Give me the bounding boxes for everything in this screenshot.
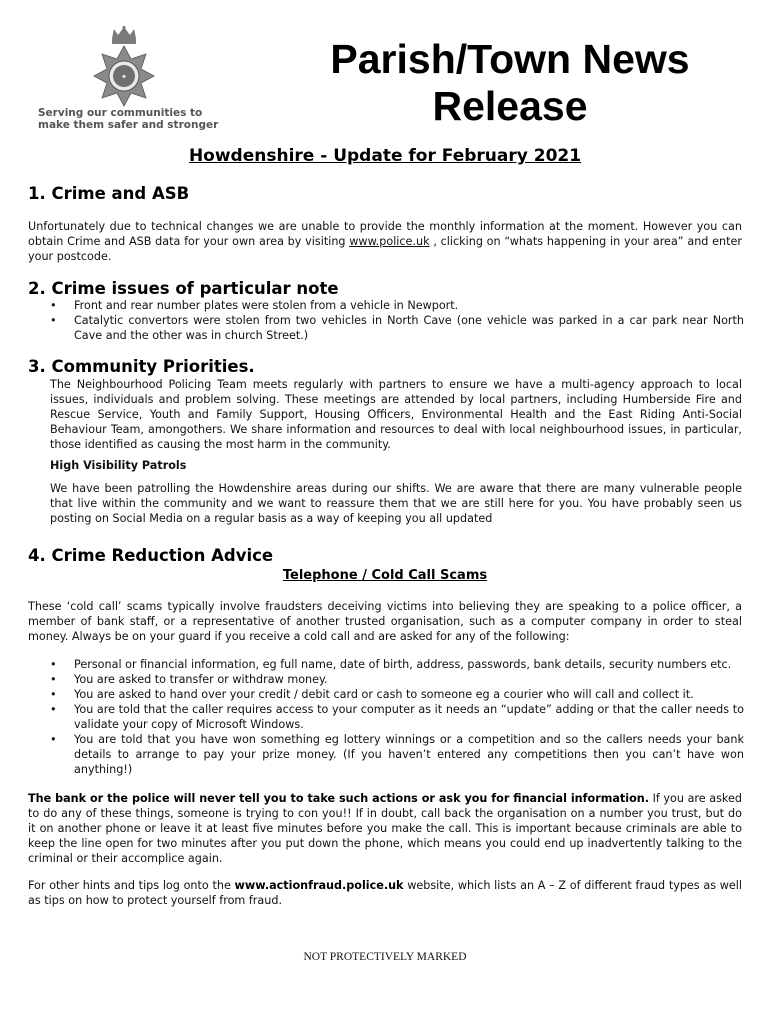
section-2-list — [50, 298, 744, 343]
fraud-warning-text: If you are asked to do any of these things, someone is trying to con you!! If in doubt, call back the organisation on a number you trust, but do it on another phone or leave it at least five minutes before you make the call. This is important because criminals are able to keep the line open for two minutes after you put down the phone, which means you could end up inadvertently talking to the criminal or their accomplice again. — [28, 792, 742, 865]
section-2-heading: 2. Crime issues of particular note — [28, 279, 339, 298]
list-item-text: Front and rear number plates were stolen from a vehicle in Newport. — [74, 299, 459, 312]
section-4-heading: 4. Crime Reduction Advice — [28, 546, 274, 565]
action-fraud-text-b: website, which lists an A – Z of different fraud types as well as tips on how to protect yourself from fraud. — [28, 879, 742, 907]
section-1-text-a: Unfortunately due to technical changes we are unable to provide the monthly information at the moment. However you can obtain Crime and ASB data for your own area by visiting — [28, 220, 742, 248]
bullet-icon: • — [50, 703, 57, 716]
list-item — [50, 732, 744, 777]
slogan-line-1: Serving our communities to — [38, 107, 203, 119]
list-item-text: You are told that you have won something eg lottery winnings or a competition and so the callers needs your bank details to arrange to pay your prize money. (If you haven’t entered any competitions then you can’t have won anything!) — [74, 733, 744, 776]
bullet-icon: • — [50, 733, 57, 746]
action-fraud-link[interactable]: www.actionfraud.police.uk — [234, 879, 404, 892]
cold-call-scams-heading: Telephone / Cold Call Scams — [282, 568, 488, 583]
section-1-paragraph — [28, 219, 742, 264]
section-4-intro: These ‘cold call’ scams typically involve fraudsters deceiving victims into believing they are speaking to a police officer, a member of bank staff, or a representative of another trusted organisation, such as a computer company in order to steal money. Always be on your guard if you receive a cold call and are asked for any of the following: — [28, 600, 742, 643]
police-star-crest-icon — [84, 26, 164, 110]
list-item-text: You are asked to transfer or withdraw money. — [74, 673, 328, 686]
section-3-paragraph: The Neighbourhood Policing Team meets regularly with partners to ensure we have a multi-agency approach to local issues, individuals and problem solving. These meetings are attended by local partners, including Humberside Fire and Rescue Service, Youth and Family Support, Housing Officers, Environmental Health and the East Riding Anti-Social Behaviour Team, amongothers. We share information and resources to deal with local neighbourhood issues, in particular, those identified as causing the most harm in the community. — [50, 378, 742, 451]
list-item-text: You are told that the caller requires access to your computer as it needs an “update” adding or that the caller needs to validate your copy of Microsoft Windows. — [74, 703, 744, 731]
list-item — [50, 298, 744, 313]
list-item-text: Catalytic convertors were stolen from two vehicles in North Cave (one vehicle was parked in a car park near North Cave and the other was in church Street.) — [74, 314, 744, 342]
police-uk-link[interactable]: www.police.uk — [349, 235, 430, 248]
svg-text:✦: ✦ — [121, 73, 127, 81]
fraud-warning-bold: The bank or the police will never tell you to take such actions or ask you for financial information. — [28, 792, 650, 805]
list-item — [50, 313, 744, 343]
slogan — [38, 107, 238, 131]
bullet-icon: • — [50, 314, 57, 327]
title-line-1: Parish/Town News — [330, 36, 690, 82]
section-1-text-b: , clicking on “whats happening in your area” and enter your postcode. — [28, 235, 742, 263]
section-4-list — [50, 657, 744, 777]
list-item — [50, 672, 744, 687]
slogan-line-2: make them safer and stronger — [38, 119, 219, 131]
bullet-icon: • — [50, 673, 57, 686]
page-title — [290, 36, 730, 130]
title-line-2: Release — [432, 83, 588, 129]
action-fraud-text-a: For other hints and tips log onto the — [28, 879, 235, 892]
action-fraud-paragraph — [28, 878, 742, 908]
page-subtitle: Howdenshire - Update for February 2021 — [188, 146, 582, 166]
section-1-heading: 1. Crime and ASB — [28, 184, 190, 203]
list-item-text: Personal or financial information, eg full name, date of birth, address, passwords, bank details, security numbers etc. — [74, 658, 732, 671]
list-item — [50, 687, 744, 702]
section-3-heading: 3. Community Priorities. — [28, 357, 255, 376]
protective-marking: NOT PROTECTIVELY MARKED — [303, 951, 467, 963]
list-item-text: You are asked to hand over your credit / debit card or cash to someone eg a courier who will call and collect it. — [74, 688, 694, 701]
list-item — [50, 657, 744, 672]
bullet-icon: • — [50, 299, 57, 312]
high-visibility-patrols-heading: High Visibility Patrols — [50, 459, 187, 472]
list-item — [50, 702, 744, 732]
bullet-icon: • — [50, 688, 57, 701]
bullet-icon: • — [50, 658, 57, 671]
section-3-paragraph-2: We have been patrolling the Howdenshire areas during our shifts. We are aware that there are many vulnerable people that live within the community and we want to reassure them that we are still here for you. You have probably seen us posting on Social Media on a regular basis as a way of keeping you all updated — [50, 482, 742, 525]
fraud-warning-paragraph — [28, 791, 742, 866]
